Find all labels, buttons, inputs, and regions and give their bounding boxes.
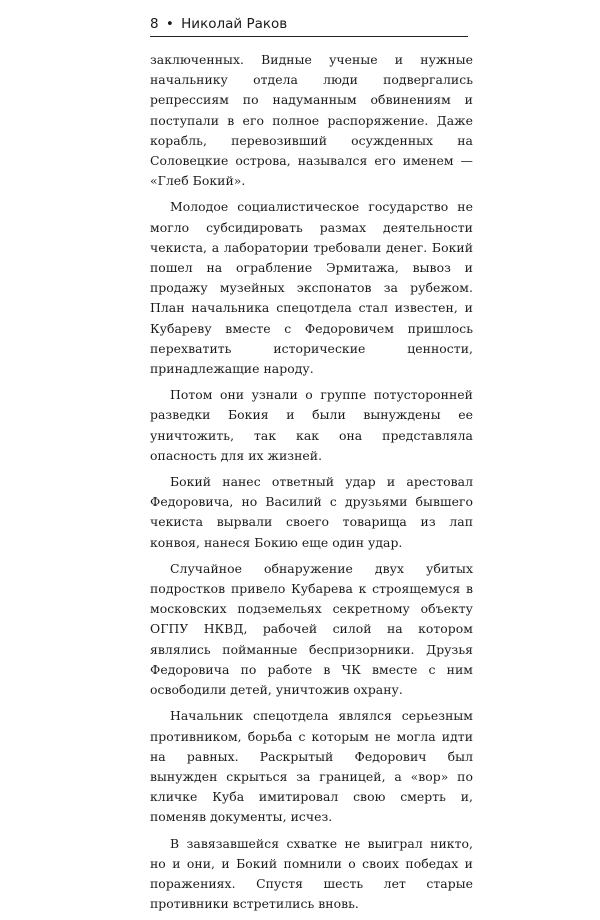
running-head [150,14,468,37]
paragraph-5: Случайное обнаружение двух убитых подростков привело Кубарева к строящемуся в московских подземельях секретному объекту ОГПУ НКВД, рабочей силой на котором являлись пойманные беспризорники. Друзья Федоровича по работе в ЧК вместе с ним освободили детей, уничтожив охрану. [150,560,473,698]
paragraph-6: Начальник спецотдела являлся серьезным противником, борьба с которым не могла идти на равных. Раскрытый Федорович был вынужден скрыться за границей, а «вор» по кличке Куба имитировал свою смерть и, поменяв документы, исчез. [150,708,473,825]
paragraph-1: заключенных. Видные ученые и нужные начальнику отдела люди подвергались репрессиям по надуманным обвинениям и поступали в его полное распоряжение. Даже корабль, перевозивший осужденных на Соловецкие острова, назывался его именем — «Глеб Бокий». [150,52,473,189]
header-separator: • [165,16,174,32]
paragraph-2: Молодое социалистическое государство не могло субсидировать размах деятельности чекиста, а лаборатории требовали денег. Бокий пошел на ограбление Эрмитажа, вывоз и продажу музейных экспонатов за рубежом. План начальника спецотдела стал известен, и Кубареву вместе с Федоровичем пришлось перехватить исторические ценности, принадлежащие народу. [150,199,473,377]
paragraph-4: Бокий нанес ответный удар и арестовал Федоровича, но Василий с друзьями бывшего чекиста вырвали своего товарища из лап конвоя, нанеся Бокию еще один удар. [150,474,473,550]
body-text [150,50,473,920]
paragraph-7: В завязавшейся схватке не выиграл никто, но и они, и Бокий помнили о своих победах и поражениях. Спустя шесть лет старые противники встретились вновь. [150,835,473,912]
page-number: 8 [150,16,159,32]
paragraph-3: Потом они узнали о группе потусторонней разведки Бокия и были вынуждены ее уничтожить, так как она представляла опасность для их жизней. [150,387,473,463]
header-author: Николай Раков [181,16,288,32]
